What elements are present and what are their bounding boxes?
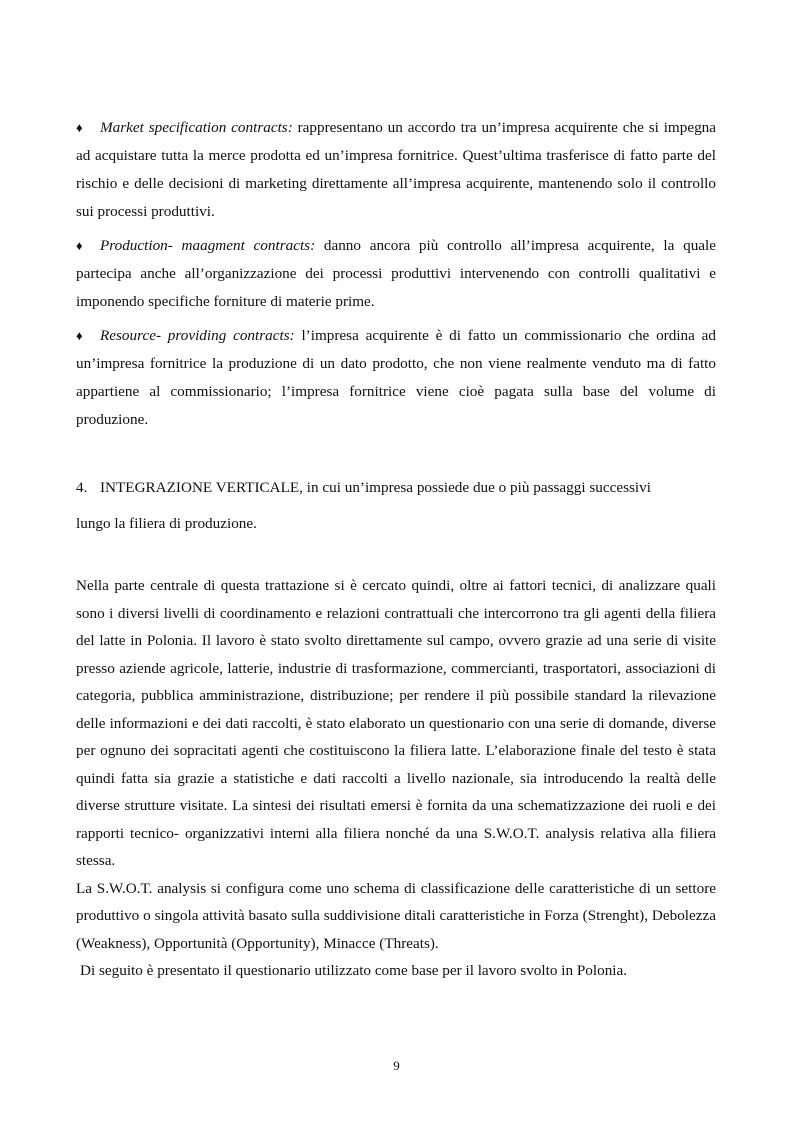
bullet-text: rappresentano un accordo tra un’impresa acquirente che si impegna ad acquistare tutta la merce prodotta ed un’impresa fornitrice. Quest’ultima trasferisce di fatto parte del rischio e delle decisioni di marketing direttamente all’impresa acquirente, mantenendo solo il controllo sui processi produttivi. — [76, 119, 716, 220]
closing-line: Di seguito è presentato il questionario utilizzato come base per il lavoro svolto in Polonia. — [80, 962, 628, 979]
body-paragraph: Nella parte centrale di questa trattazione si è cercato quindi, oltre ai fattori tecnici, di analizzare quali sono i diversi livelli di coordinamento e relazioni contrattuali che intercorrono tra gli agenti della filiera del latte in Polonia. Il lavoro è stato svolto direttamente sul campo, ovvero grazie ad una serie di visite presso aziende agricole, latterie, industrie di trasformazione, commercianti, trasportatori, associazioni di categoria, pubblica amministrazione, distribuzione; per rendere il più possibile standard la rilevazione delle informazioni e dei dati raccolti, è stato elaborato un questionario con una serie di domande, diverse per ognuno dei sopracitati agenti che costituiscono la filiera latte. L’elaborazione finale del testo è stata quindi fatta sia grazie a statistiche e dati raccolti a livello nazionale, sia introducendo la realtà delle diverse strutture visitate. La sintesi dei risultati emersi è fornita da una schematizzazione dei ruoli e dei rapporti tecnico- organizzativi interni alla filiera nonché da una S.W.O.T. analysis relativa alla filiera stessa. — [76, 577, 716, 869]
bullet-item — [76, 322, 716, 434]
diamond-bullet-icon: ♦ — [76, 120, 83, 135]
bullet-term: Production- maagment contracts: — [100, 237, 316, 254]
bullet-text: danno ancora più controllo all’impresa acquirente, la quale partecipa anche all’organizzazione dei processi produttivi intervenendo con controlli qualitativi e imponendo specifiche forniture di materie prime. — [76, 237, 716, 310]
bullet-paragraph — [76, 114, 716, 226]
numbered-item — [76, 474, 716, 538]
bullet-paragraph — [76, 322, 716, 434]
bullet-item — [76, 232, 716, 316]
page-number: 9 — [393, 1058, 400, 1073]
bullet-text: l’impresa acquirente è di fatto un commissionario che ordina ad un’impresa fornitrice la produzione di un dato prodotto, che non viene realmente venduto ma di fatto appartiene al commissionario; l’impresa fornitrice viene cioè pagata sulla base del volume di produzione. — [76, 327, 717, 428]
bullet-paragraph — [76, 232, 716, 316]
page-content — [76, 114, 716, 985]
bullet-term: Market specification contracts: — [100, 119, 293, 136]
numbered-item-heading — [76, 474, 716, 502]
body-text — [76, 572, 716, 985]
diamond-bullet-icon: ♦ — [76, 238, 83, 253]
bullet-term: Resource- providing contracts: — [100, 327, 295, 344]
numbered-item-continuation: lungo la filiera di produzione. — [76, 515, 257, 532]
bullet-item — [76, 114, 716, 226]
body-paragraph: La S.W.O.T. analysis si configura come uno schema di classificazione delle caratteristiche di un settore produttivo o singola attività basato sulla suddivisione ditali caratteristiche in Forza (Strenght), Debolezza (Weakness), Opportunità (Opportunity), Minacce (Threats). — [76, 879, 716, 952]
item-number: 4. — [76, 479, 88, 496]
diamond-bullet-icon: ♦ — [76, 328, 83, 343]
item-heading-text: INTEGRAZIONE VERTICALE, in cui un’impresa possiede due o più passaggi successivi — [100, 479, 651, 496]
